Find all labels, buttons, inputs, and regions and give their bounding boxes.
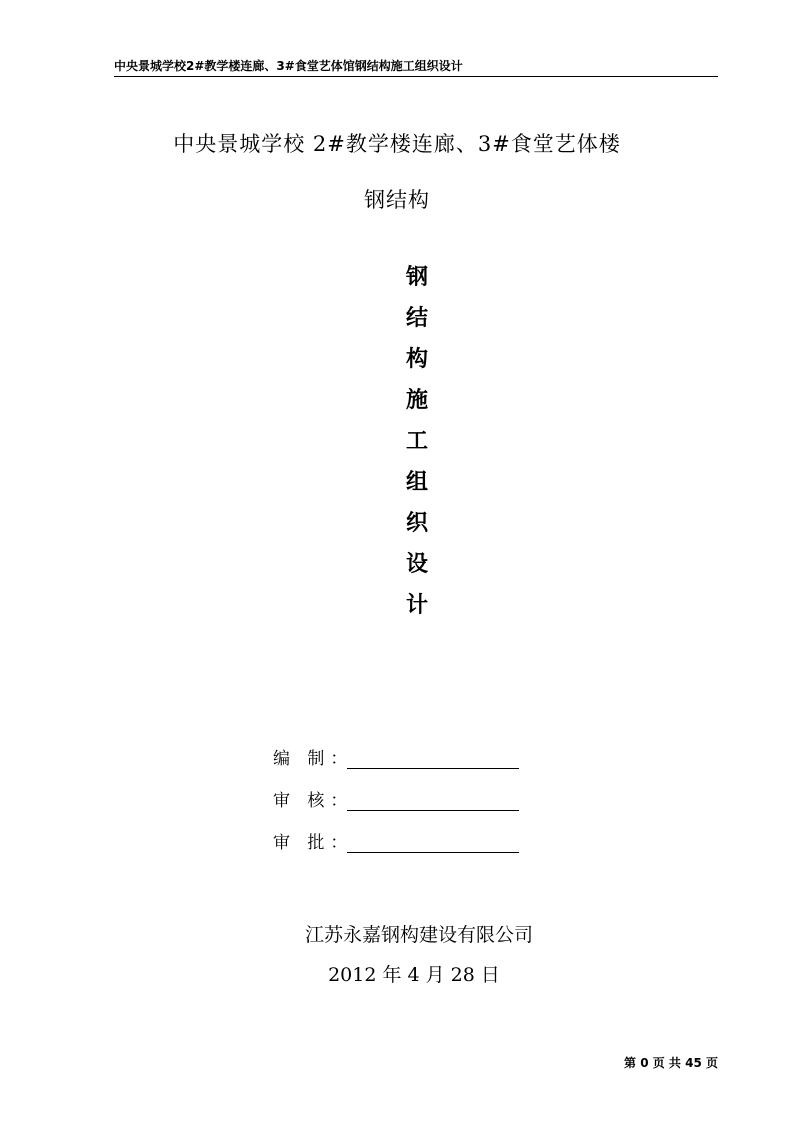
signature-row-reviewed [273, 786, 519, 811]
company-name: 江苏永嘉钢构建设有限公司 [304, 924, 533, 946]
vertical-title-char: 结 [405, 305, 428, 331]
signature-row-approved [273, 828, 519, 853]
page-number-footer: 第 0 页 共 45 页 [624, 1056, 718, 1070]
vertical-title-char: 钢 [405, 264, 428, 290]
vertical-title-char: 计 [405, 592, 428, 618]
signature-label: 审 核： [273, 791, 354, 811]
vertical-title-char: 设 [405, 551, 428, 577]
vertical-title-char: 组 [405, 469, 428, 495]
document-date: 2012 年 4 月 28 日 [328, 964, 500, 986]
signature-line [347, 750, 519, 769]
signature-label: 编 制： [273, 749, 354, 769]
vertical-title-char: 织 [405, 510, 428, 536]
signature-line [347, 792, 519, 811]
vertical-title-char: 工 [405, 428, 428, 454]
vertical-title-char: 构 [405, 346, 428, 372]
document-title-line1: 中央景城学校 2#教学楼连廊、3#食堂艺体楼 [173, 132, 621, 156]
page-header: 中央景城学校2#教学楼连廊、3#食堂艺体馆钢结构施工组织设计 [114, 58, 718, 77]
signature-line [347, 834, 519, 853]
vertical-title [397, 257, 437, 626]
vertical-title-char: 施 [405, 387, 428, 413]
signature-label: 审 批： [273, 833, 354, 853]
document-title-line2: 钢结构 [364, 188, 430, 212]
signature-row-compiled [273, 744, 519, 769]
